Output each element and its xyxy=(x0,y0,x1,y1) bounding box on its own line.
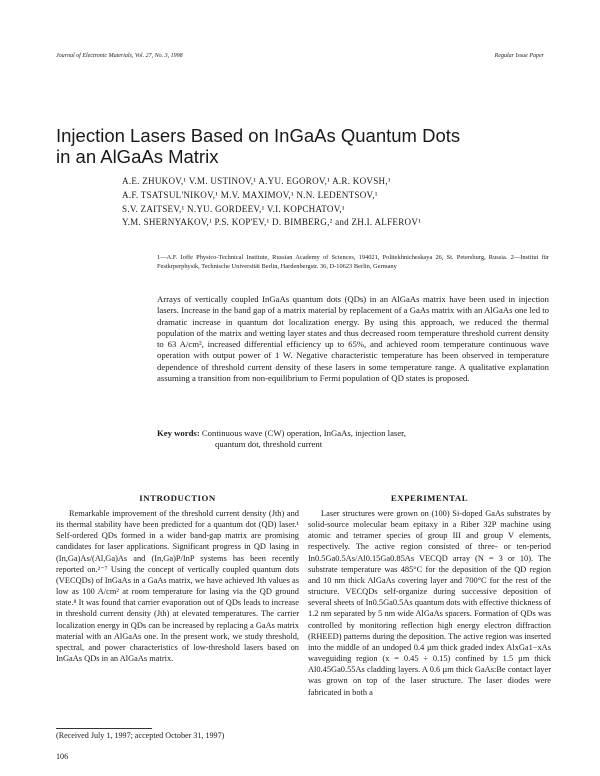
experimental-column xyxy=(308,508,551,698)
keywords-block xyxy=(157,428,549,451)
keywords-line2: quantum dot, threshold current xyxy=(215,439,323,450)
keywords-line1: Continuous wave (CW) operation, InGaAs, injection laser, xyxy=(201,428,406,438)
author-line: Y.M. SHERNYAKOV,¹ P.S. KOP'EV,¹ D. BIMBERG,² and ZH.I. ALFEROV¹ xyxy=(122,217,422,228)
affiliations: 1—A.F. Ioffe Physico-Technical Institute, Russian Academy of Sciences, 194021, Politekhnicheskaya 26, St. Petersburg, Russia. 2—Institut für Festkrperphysik, Technische Universität Berlin, Hardenbergstr. 36, D-10623 Berlin, Germany xyxy=(157,254,549,270)
experimental-paragraph: Laser structures were grown on (100) Si-doped GaAs substrates by solid-source molecular beam epitaxy in a Riber 32P machine using atomic and tetramer species of group III and group V elements, respectively. The active region consisted of three- or ten-period In0.5Ga0.5As/Al0.15Ga0.85As VECQD array (N = 3 or 10). The substrate temperature was 485°C for the deposition of the QD region and 10 nm thick AlGaAs covering layer and 700°C for the rest of the structure. VECQDs self-organize during successive deposition of several sheets of In0.5Ga0.5As quantum dots with effective thickness of 1.2 nm separated by 5 nm wide AlGaAs spacers. Formation of QDs was controlled by monitoring reflection high energy electron diffraction (RHEED) patterns during the deposition. The active region was inserted into the middle of an undoped 0.4 µm thick graded index AlxGa1−xAs waveguiding region (x = 0.45 ÷ 0.15) confined by 1.5 µm thick Al0.45Ga0.55As cladding layers. A 0.6 µm thick GaAs:Be contact layer was grown on top of the laser structure. The laser diodes were fabricated in both a xyxy=(308,509,551,697)
title-line: in an AlGaAs Matrix xyxy=(56,146,219,167)
page-number: 106 xyxy=(56,752,69,761)
introduction-paragraph: Remarkable improvement of the threshold current density (Jth) and its thermal stability have been predicted for a quantum dot (QD) laser.¹ Self-ordered QDs formed in a wider band-gap matrix are promising candidates for laser applications. Significant progress in QD lasing in (In,Ga)As/(Al,Ga)As and (In,Ga)P/InP systems has been recently reported on.²⁻⁷ Using the concept of vertically coupled quantum dots (VECQDs) of InGaAs in a GaAs matrix, we have achieved Jth values as low as 100 A/cm² at room temperature for lasing via the QD ground state.⁸ It was found that carrier evaporation out of QDs leads to increase in threshold current density (Jth) at elevated temperatures. The carrier localization energy in QDs can be increased by replacing a GaAs matrix material with an AlGaAs one. In the present work, we study threshold, spectral, and power characteristics of low-threshold lasers based on InGaAs QDs in an AlGaAs matrix. xyxy=(56,509,299,664)
author-line: S.V. ZAITSEV,¹ N.YU. GORDEEV,¹ V.I. KOPCHATOV,¹ xyxy=(122,203,345,214)
received-dates: (Received July 1, 1997; accepted October 31, 1997) xyxy=(56,731,225,740)
author-line: A.F. TSATSUL'NIKOV,¹ M.V. MAXIMOV,¹ N.N. LEDENTSOV,¹ xyxy=(122,189,378,200)
introduction-heading: INTRODUCTION xyxy=(139,493,216,503)
abstract: Arrays of vertically coupled InGaAs quantum dots (QDs) in an AlGaAs matrix have been used in injection lasers. Increase in the band gap of a matrix material by replacement of a GaAs matrix with an AlGaAs one led to dramatic increase in quantum dot localization energy. By using this approach, we reduced the thermal population of the matrix and wetting layer states and thus decreased room temperature threshold current density to 63 A/cm², increased differential efficiency up to 65%, and achieved room temperature continuous wave operation with output power of 1 W. Negative characteristic temperature has been observed in temperature dependence of threshold current density of these lasers in some temperature range. A qualitative explanation assuming a transition from non-equilibrium to Fermi population of QD states is proposed. xyxy=(157,294,549,384)
footnote-divider xyxy=(56,728,152,729)
introduction-column xyxy=(56,508,299,664)
journal-citation: Journal of Electronic Materials, Vol. 27, No. 3, 1998 xyxy=(56,53,183,59)
author-line: A.E. ZHUKOV,¹ V.M. USTINOV,¹ A.YU. EGOROV,¹ A.R. KOVSH,¹ xyxy=(122,176,391,186)
section-label: Regular Issue Paper xyxy=(494,53,544,59)
title-line: Injection Lasers Based on InGaAs Quantum Dots xyxy=(56,125,461,146)
author-list xyxy=(122,175,562,230)
experimental-heading: EXPERIMENTAL xyxy=(390,493,469,503)
paper-title xyxy=(56,125,526,167)
keywords-label: Key words: xyxy=(157,428,200,438)
